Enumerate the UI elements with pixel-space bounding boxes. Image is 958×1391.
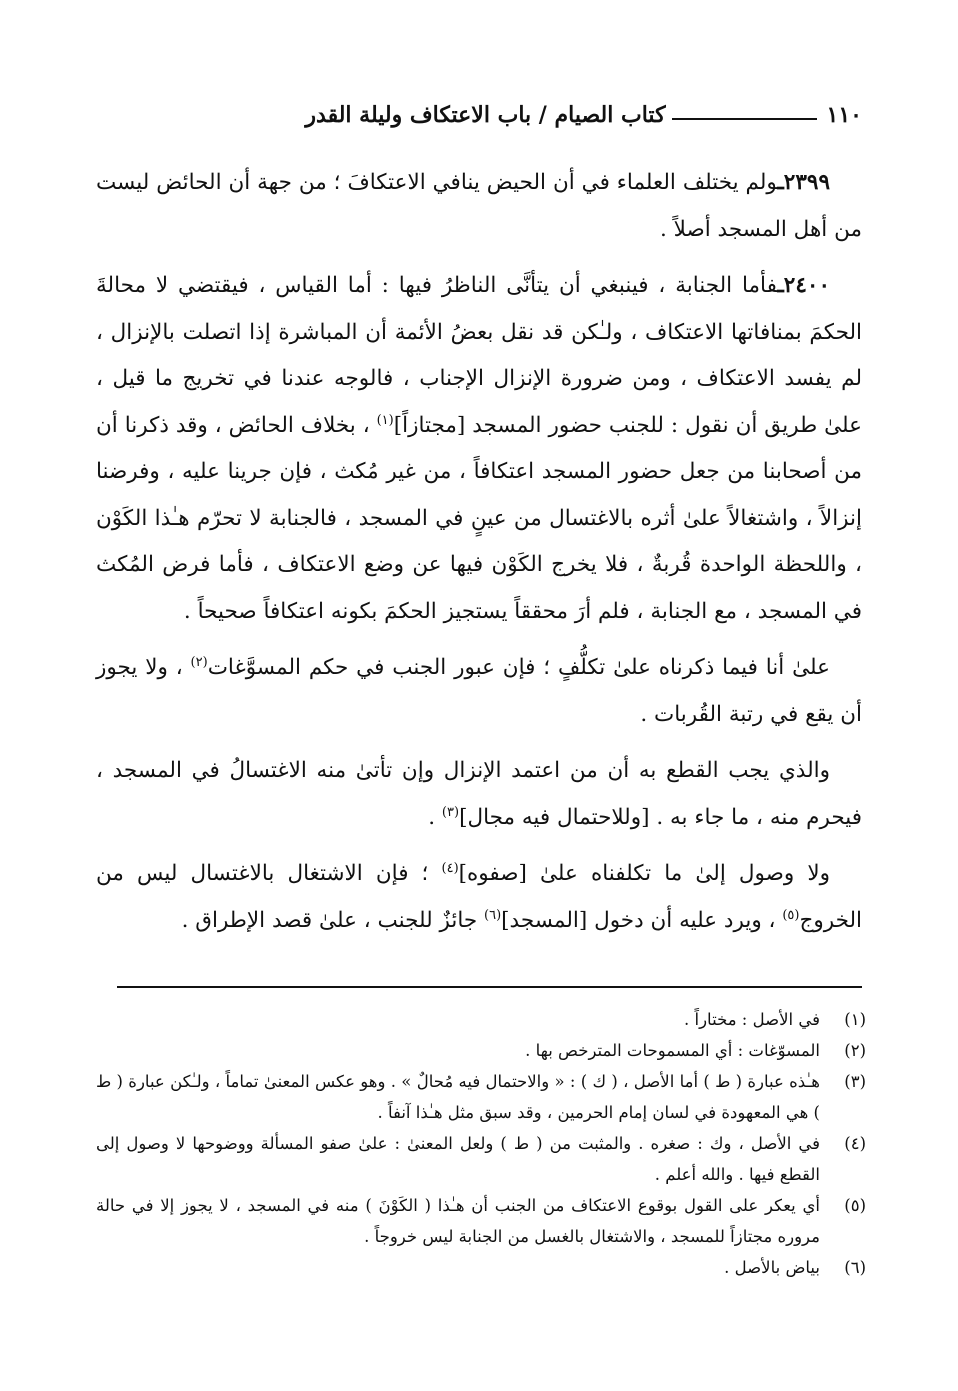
page-number: ١١٠ [826, 102, 862, 128]
footnote-4 [96, 1128, 866, 1190]
paragraph-text: جائزٌ للجنب ، علىٰ قصد الإطراق . [181, 907, 478, 933]
paragraph-continuation-1 [96, 645, 862, 738]
footnote-2 [96, 1035, 866, 1066]
footnote-number: (٢) [844, 1041, 866, 1060]
footnote-ref: (٢) [190, 654, 208, 670]
footnote-text: هـٰذه عبارة ( ط ) أما الأصل ، ( ك ) : « والاحتمال فيه مُحالٌ » . وهو عكس المعنىٰ تماماً ، ولـٰكن عبارة ( ط ) هي المعهودة في لسان إمام الحرمين ، وقد سبق مثل هـٰذا آنفاً . [96, 1072, 820, 1122]
footnote-6 [96, 1252, 866, 1283]
paragraph-2400 [96, 263, 862, 635]
footnote-5 [96, 1190, 866, 1252]
footnote-number: (٦) [844, 1258, 866, 1277]
footnotes [96, 1004, 866, 1283]
footnote-ref: (٦) [484, 907, 502, 923]
footnote-number: (٣) [844, 1072, 866, 1091]
paragraph-number: ٢٤٠٠ـ [777, 273, 830, 298]
footnote-text: بياض بالأصل . [724, 1258, 820, 1277]
paragraph-text: ولا وصول إلىٰ ما تكلفناه علىٰ [صفوه] [458, 861, 830, 886]
paragraph-continuation-3 [96, 851, 862, 944]
running-title: كتاب الصيام / باب الاعتكاف وليلة القدر [305, 102, 666, 128]
footnote-ref: (٣) [441, 804, 460, 820]
footnote-3 [96, 1066, 866, 1128]
footnote-ref: (١) [376, 412, 394, 428]
footnote-ref: (٤) [441, 860, 459, 876]
footnote-text: في الأصل ، وك : صغره . والمثبت من ( ط ) ولعل المعنىٰ : علىٰ صفو المسألة ووضوحها لا وصول إلى القطع فيها . والله أعلم . [96, 1134, 820, 1184]
paragraph-text: فأما الجنابة ، فينبغي أن يتأنَّى الناظرُ فيها : أما القياس ، فيقتضي لا محالةَ الحكمَ بمنافاتها الاعتكاف ، ولـٰكن قد نقل بعضُ الأئمة أن المباشرة إذا اتصلت بالإنزال ، لم يفسد الاعتكاف ، ومن ضرورة الإنزال الإجناب ، فالوجه عندنا في تخريج ما قيل ، علىٰ طريق أن نقول : للجنب حضور المسجد [مجتازاً] [96, 273, 862, 438]
paragraph-text: ؛ فإن الاشتغال بالاغتسال ليس من الخروج [96, 861, 862, 933]
header-rule [672, 118, 817, 120]
paragraph-text: ، بخلاف الحائض ، وقد ذكرنا أن من أصحابنا من جعل حضور المسجد اعتكافاً ، من غير مُكث ، فإن جرينا عليه ، وفرضنا إنزالاً ، واشتغالاً علىٰ أثره بالاغتسال من عينٍ في المسجد ، فالجنابة لا تحرّم هـٰذا الكَوْن ، واللحظة الواحدة قُربةٌ ، فلا يخرج الكَوْن فيها عن وضع الاعتكاف ، فأما فرض المُكث في المسجد ، مع الجنابة ، فلم أرَ محققاً يستجيز الحكمَ بكونه اعتكافاً صحيحاً . [96, 412, 862, 624]
paragraph-text: والذي يجب القطع به أن من اعتمد الإنزال وإن تأتىٰ منه الاغتسالُ في المسجد ، فيحرم منه ، ما جاء به . [وللاحتمال فيه مجال] [96, 758, 862, 830]
paragraph-text: ولم يختلف العلماء في أن الحيض ينافي الاعتكافَ ؛ من جهة أن الحائض ليست من أهل المسجد أصلاً . [96, 170, 862, 242]
footnote-separator [117, 986, 862, 988]
paragraph-text: علىٰ أنا فيما ذكرناه علىٰ تكلُّفٍ ؛ فإن عبور الجنب في حكم المسوَّغات [207, 655, 830, 680]
footnote-number: (١) [844, 1010, 866, 1029]
footnote-ref: (٥) [782, 907, 800, 923]
footnote-1 [96, 1004, 866, 1035]
footnote-text: المسوّغات : أي المسموحات المترخص بها . [525, 1041, 820, 1060]
paragraph-number: ٢٣٩٩ـ [777, 170, 830, 195]
running-header [96, 88, 862, 128]
main-text [96, 160, 862, 954]
footnote-text: في الأصل : مختاراً . [684, 1010, 820, 1029]
paragraph-2399 [96, 160, 862, 253]
paragraph-continuation-2 [96, 748, 862, 841]
paragraph-text: . [428, 804, 436, 830]
paragraph-text: ، ولا يجوز أن يقع في رتبة القُربات . [96, 655, 862, 727]
footnote-number: (٥) [844, 1196, 866, 1215]
footnote-number: (٤) [844, 1134, 866, 1153]
footnote-text: أي يعكر على القول بوقوع الاعتكاف من الجنب أن هـٰذا ( الكَوْنَ ) منه في المسجد ، لا يجوز إلا في حالة مروره مجتازاً للمسجد ، والاشتغال بالغسل من الجنابة ليس خروجاً . [96, 1196, 820, 1246]
paragraph-text: ، ويرد عليه أن دخول [المسجد] [501, 907, 776, 933]
